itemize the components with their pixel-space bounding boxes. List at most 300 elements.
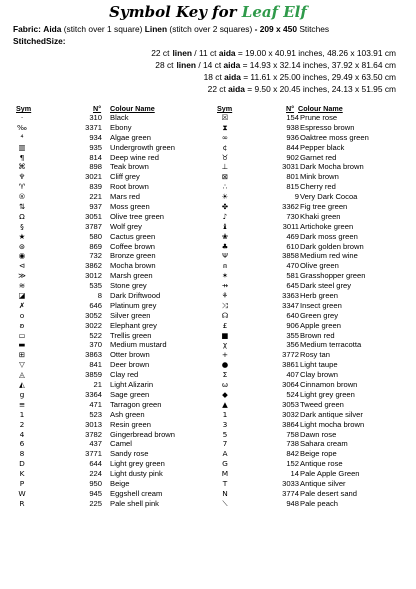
key-number: 902: [286, 152, 299, 162]
key-symbol: 5: [222, 429, 228, 439]
header-sym-right: Sym: [217, 104, 233, 113]
key-colour-name: Light taupe: [300, 360, 338, 370]
key-row: [0, 331, 210, 341]
key-symbol: 1: [19, 409, 25, 419]
key-number: 938: [286, 122, 299, 132]
key-number: 3031: [282, 162, 299, 172]
key-colour-name: Bronze green: [110, 251, 156, 261]
key-colour-name: Pepper black: [300, 142, 345, 152]
key-symbol: ♝: [221, 221, 229, 231]
key-number: 3053: [282, 399, 299, 409]
key-colour-name: Dark steel grey: [300, 281, 352, 291]
key-symbol: ◭: [19, 380, 25, 390]
key-symbol: 6: [19, 439, 25, 449]
fabric-sep: -: [252, 24, 260, 34]
key-number: 3371: [85, 122, 102, 132]
key-number: 645: [286, 281, 299, 291]
key-symbol: ☀: [221, 192, 229, 202]
key-number: 3033: [282, 478, 299, 488]
key-row: [210, 242, 416, 252]
key-symbol: +: [221, 350, 229, 360]
size-mid: 22 ct: [207, 84, 229, 94]
key-number: 437: [89, 439, 102, 449]
key-row: [0, 261, 210, 271]
key-symbol: ✗: [18, 300, 26, 310]
key-number: 3364: [85, 389, 102, 399]
key-colour-name: Coffee brown: [110, 241, 156, 251]
key-symbol: ♈: [18, 182, 26, 192]
key-symbol: g: [19, 389, 25, 399]
key-colour-name: Dark Driftwood: [110, 291, 161, 301]
key-symbol: ʚ: [19, 320, 25, 330]
key-row: [0, 202, 210, 212]
key-number: 3013: [85, 419, 102, 429]
key-symbol: ⤨: [222, 300, 228, 310]
key-colour-name: Sahara cream: [300, 439, 348, 449]
key-row: [210, 182, 416, 192]
key-row: [0, 469, 210, 479]
key-symbol: 8: [19, 449, 25, 459]
key-symbol: ∞: [221, 132, 229, 142]
key-colour-name: Grasshopper green: [300, 271, 366, 281]
size-mid: 18 ct: [203, 72, 225, 82]
key-symbol: ♣: [221, 241, 229, 251]
key-row: [210, 360, 416, 370]
key-number: 3362: [282, 202, 299, 212]
key-row: [0, 172, 210, 182]
key-number: 535: [89, 281, 102, 291]
size-fabric2: aida: [223, 60, 241, 70]
key-row: [210, 390, 416, 400]
key-colour-name: Clay red: [110, 370, 139, 380]
key-colour-name: Cherry red: [300, 182, 336, 192]
key-symbol: ♆: [18, 172, 26, 182]
key-row: [0, 192, 210, 202]
key-symbol: ●: [221, 360, 229, 370]
key-row: [210, 400, 416, 410]
size-dims: = 11.61 x 25.00 inches, 29.49 x 63.50 cm: [240, 72, 396, 82]
key-number: 730: [286, 211, 299, 221]
key-symbol: 2: [19, 419, 25, 429]
key-symbol: ✤: [221, 202, 229, 212]
size-count: 22 ct: [151, 48, 170, 58]
key-number: 524: [286, 389, 299, 399]
size-dims: = 9.50 x 20.45 inches, 24.13 x 51.95 cm: [244, 84, 396, 94]
size-dims: = 14.93 x 32.14 inches, 37.92 x 81.64 cm: [240, 60, 396, 70]
key-row: [210, 469, 416, 479]
key-row: [0, 430, 210, 440]
key-row: [0, 499, 210, 509]
header-num-right: N°: [286, 104, 295, 113]
key-symbol: ¢: [222, 142, 228, 152]
fabric-linen: Linen: [144, 24, 168, 34]
key-symbol: ▬: [18, 340, 26, 350]
key-colour-name: Light Alizarin: [110, 380, 154, 390]
key-symbol: 4: [19, 429, 25, 439]
key-symbol: 1: [222, 409, 228, 419]
key-number: 937: [89, 202, 102, 212]
key-symbol: ¶: [19, 152, 25, 162]
key-row: [210, 133, 416, 143]
size-line: [155, 60, 396, 70]
key-symbol: ▲: [222, 399, 228, 409]
key-row: [210, 479, 416, 489]
key-row: [0, 479, 210, 489]
size-line: [205, 84, 396, 94]
key-colour-name: Brown red: [300, 330, 335, 340]
key-colour-name: Pale peach: [300, 498, 338, 508]
key-row: [210, 202, 416, 212]
key-number: 522: [89, 330, 102, 340]
key-colour-name: Undergrowth green: [110, 142, 176, 152]
key-number: 3861: [282, 360, 299, 370]
key-symbol: ·: [20, 113, 24, 122]
key-colour-name: Camel: [110, 439, 132, 449]
key-number: 936: [286, 132, 299, 142]
key-symbol: ⌘: [18, 162, 26, 172]
key-symbol: ⇸: [221, 281, 229, 291]
key-row: [0, 232, 210, 242]
key-number: 3864: [282, 419, 299, 429]
key-row: [210, 321, 416, 331]
key-number: 152: [286, 459, 299, 469]
key-number: 523: [89, 409, 102, 419]
key-row: [0, 489, 210, 499]
key-row: [0, 153, 210, 163]
key-row: [210, 162, 416, 172]
key-colour-name: Silver green: [110, 310, 151, 320]
key-number: 224: [89, 469, 102, 479]
key-row: [0, 301, 210, 311]
key-row: [0, 311, 210, 321]
key-symbol: ❀: [221, 231, 229, 241]
key-row: [0, 133, 210, 143]
key-row: [0, 459, 210, 469]
fabric-linen-note: (stitch over 2 squares): [169, 24, 253, 34]
key-number: 3862: [85, 261, 102, 271]
size-mid: / 14 ct: [196, 60, 224, 70]
key-symbol: ▥: [18, 142, 26, 152]
key-symbol: ≫: [18, 271, 26, 281]
key-colour-name: Algae green: [110, 132, 151, 142]
key-number: 640: [286, 310, 299, 320]
key-colour-name: Deer brown: [110, 360, 150, 370]
key-colour-name: Mocha brown: [110, 261, 156, 271]
key-symbol: Σ: [222, 370, 228, 380]
key-colour-name: Cliff grey: [110, 172, 140, 182]
key-row: [210, 311, 416, 321]
key-colour-name: Light dusty pink: [110, 469, 163, 479]
page-title: [0, 3, 416, 21]
key-colour-name: Eggshell cream: [110, 488, 163, 498]
key-row: [210, 281, 416, 291]
key-symbol: ®: [18, 192, 26, 202]
key-symbol: ⟍: [222, 498, 228, 508]
key-row: [0, 291, 210, 301]
key-symbol: M: [221, 469, 229, 479]
key-number: 3022: [85, 320, 102, 330]
key-row: [210, 439, 416, 449]
size-line: [151, 48, 396, 58]
key-row: [210, 499, 416, 509]
size-fabric: linen: [176, 60, 197, 70]
key-colour-name: Medium red wine: [300, 251, 358, 261]
key-symbol: ♪: [222, 211, 228, 221]
key-colour-name: Root brown: [110, 182, 149, 192]
key-number: 9: [294, 192, 299, 202]
stitches-word: Stitches: [299, 24, 330, 34]
key-number: 844: [286, 142, 299, 152]
key-colour-name: Beige rope: [300, 449, 337, 459]
key-number: 3032: [282, 409, 299, 419]
key-colour-name: Gingerbread brown: [110, 429, 176, 439]
key-symbol: ⊞: [18, 350, 26, 360]
key-colour-name: Garnet red: [300, 152, 337, 162]
key-symbol: ♉: [221, 152, 229, 162]
key-number: 3052: [85, 310, 102, 320]
key-row: [210, 261, 416, 271]
key-number: 469: [286, 231, 299, 241]
key-row: [210, 212, 416, 222]
key-number: 839: [89, 182, 102, 192]
key-symbol: ⊛: [18, 241, 26, 251]
key-number: 3859: [85, 370, 102, 380]
key-colour-name: Tweed green: [300, 399, 344, 409]
fabric-aida: Aida: [43, 24, 62, 34]
key-row: [0, 251, 210, 261]
key-colour-name: Marsh green: [110, 271, 153, 281]
key-colour-name: Antique rose: [300, 459, 343, 469]
key-symbol: ≡: [18, 399, 26, 409]
key-number: 225: [89, 498, 102, 508]
key-row: [210, 410, 416, 420]
key-row: [210, 380, 416, 390]
size-count: 28 ct: [155, 60, 174, 70]
key-row: [0, 212, 210, 222]
key-number: 898: [89, 162, 102, 172]
key-colour-name: Mink brown: [300, 172, 339, 182]
key-colour-name: Sandy rose: [110, 449, 149, 459]
key-colour-name: Cinnamon brown: [300, 380, 358, 390]
key-number: 644: [89, 459, 102, 469]
key-row: [210, 172, 416, 182]
key-colour-name: Khaki green: [300, 211, 341, 221]
key-row: [0, 143, 210, 153]
size-fabric2: aida: [228, 84, 245, 94]
key-symbol: D: [19, 459, 25, 469]
key-colour-name: Light grey green: [300, 389, 355, 399]
key-symbol: ◪: [18, 291, 26, 301]
title-prefix: Symbol Key for: [109, 3, 242, 21]
size-fabric2: aida: [218, 48, 236, 58]
key-colour-name: Beige: [110, 478, 130, 488]
key-row: [210, 340, 416, 350]
key-number: 814: [89, 152, 102, 162]
key-symbol: §: [20, 221, 24, 231]
key-row: [0, 439, 210, 449]
key-symbol: W: [18, 488, 26, 498]
key-row: [210, 489, 416, 499]
key-row: [210, 370, 416, 380]
key-symbol: ⊥: [221, 162, 229, 172]
key-row: [210, 251, 416, 261]
key-row: [210, 113, 416, 123]
key-number: 3021: [85, 172, 102, 182]
size-line: [201, 72, 396, 82]
key-colour-name: Wolf grey: [110, 221, 142, 231]
key-symbol: ∴: [222, 182, 228, 192]
key-number: 3782: [85, 429, 102, 439]
key-number: 948: [286, 498, 299, 508]
key-number: 3051: [85, 211, 102, 221]
key-row: [0, 321, 210, 331]
key-number: 906: [286, 320, 299, 330]
key-symbol: ◆: [222, 389, 228, 399]
key-number: 934: [89, 132, 102, 142]
key-colour-name: Pale desert sand: [300, 488, 357, 498]
key-colour-name: Ebony: [110, 122, 132, 132]
key-number: 3363: [282, 291, 299, 301]
key-number: 646: [89, 300, 102, 310]
key-colour-name: Deep wine red: [110, 152, 159, 162]
key-row: [210, 291, 416, 301]
key-colour-name: Medium terracotta: [300, 340, 362, 350]
key-symbol: 7: [222, 439, 228, 449]
key-row: [210, 350, 416, 360]
key-colour-name: Olive tree green: [110, 211, 165, 221]
key-row: [210, 192, 416, 202]
key-number: 738: [286, 439, 299, 449]
key-row: [0, 449, 210, 459]
key-number: 355: [286, 330, 299, 340]
key-row: [210, 430, 416, 440]
key-colour-name: Dawn rose: [300, 429, 337, 439]
key-colour-name: Ash green: [110, 409, 145, 419]
key-symbol: ◉: [18, 251, 26, 261]
key-number: 580: [89, 231, 102, 241]
key-number: 581: [286, 271, 299, 281]
key-symbol: T: [222, 478, 228, 488]
key-number: 407: [286, 370, 299, 380]
key-colour-name: Sage green: [110, 389, 150, 399]
key-symbol: ◬: [19, 370, 25, 380]
key-symbol: ‰: [17, 122, 27, 132]
key-symbol: £: [222, 320, 228, 330]
key-symbol: ■: [221, 330, 229, 340]
key-row: [0, 360, 210, 370]
key-colour-name: Olive green: [300, 261, 339, 271]
key-row: [0, 113, 210, 123]
key-colour-name: Clay brown: [300, 370, 338, 380]
key-symbol: Ω: [19, 211, 25, 221]
header-sym-left: Sym: [16, 104, 32, 113]
key-symbol: χ: [222, 340, 228, 350]
key-row: [0, 390, 210, 400]
key-colour-name: Green grey: [300, 310, 338, 320]
key-row: [0, 380, 210, 390]
key-symbol: ✶: [221, 271, 229, 281]
size-fabric2: aida: [224, 72, 241, 82]
key-symbol: ⚘: [221, 291, 229, 301]
key-row: [210, 153, 416, 163]
key-number: 732: [89, 251, 102, 261]
fabric-aida-note: (stitch over 1 square): [63, 24, 143, 34]
key-colour-name: Dark antique silver: [300, 409, 363, 419]
key-number: 370: [89, 340, 102, 350]
key-symbol: ☒: [221, 113, 229, 122]
key-row: [210, 143, 416, 153]
key-symbol: ▭: [18, 330, 26, 340]
key-row: [210, 420, 416, 430]
key-symbol: ⊲: [18, 261, 26, 271]
stitched-size-label: StitchedSize:: [13, 36, 66, 46]
fabric-line: [13, 24, 329, 34]
key-row: [0, 410, 210, 420]
key-symbol: ⧗: [222, 122, 228, 132]
key-row: [210, 301, 416, 311]
key-symbol: ≋: [18, 281, 26, 291]
key-colour-name: Very Dark Cocoa: [300, 192, 358, 202]
key-symbol: Ψ: [222, 251, 228, 261]
key-symbol: P: [19, 478, 25, 488]
key-row: [210, 331, 416, 341]
key-symbol: G: [222, 459, 228, 469]
key-colour-name: Cactus green: [110, 231, 156, 241]
key-number: 610: [286, 241, 299, 251]
key-number: 3858: [282, 251, 299, 261]
key-colour-name: Moss green: [110, 202, 150, 212]
key-colour-name: Tarragon green: [110, 399, 162, 409]
key-colour-name: Espresso brown: [300, 122, 355, 132]
key-number: 945: [89, 488, 102, 498]
key-symbol: ⁴: [20, 132, 24, 142]
key-number: 3064: [282, 380, 299, 390]
key-number: 310: [89, 113, 102, 122]
key-number: 470: [286, 261, 299, 271]
key-symbol: ★: [18, 231, 26, 241]
key-row: [210, 449, 416, 459]
key-number: 841: [89, 360, 102, 370]
key-number: 3012: [85, 271, 102, 281]
key-symbol: K: [19, 469, 25, 479]
title-pattern-name: Leaf Elf: [241, 3, 307, 21]
key-row: [210, 459, 416, 469]
key-colour-name: Light grey green: [110, 459, 165, 469]
key-colour-name: Teak brown: [110, 162, 149, 172]
key-number: 801: [286, 172, 299, 182]
right-key-column: [210, 113, 416, 509]
key-row: [0, 420, 210, 430]
key-colour-name: Mars red: [110, 192, 140, 202]
key-colour-name: Black: [110, 113, 129, 122]
key-colour-name: Dark moss green: [300, 231, 358, 241]
header-name-right: Colour Name: [298, 104, 343, 113]
key-symbol: 3: [222, 419, 228, 429]
key-colour-name: Apple green: [300, 320, 341, 330]
key-row: [0, 281, 210, 291]
key-symbol: R: [19, 498, 25, 508]
key-colour-name: Light mocha brown: [300, 419, 365, 429]
key-number: 3771: [85, 449, 102, 459]
key-row: [0, 350, 210, 360]
header-name-left: Colour Name: [110, 104, 155, 113]
key-number: 3787: [85, 221, 102, 231]
key-number: 869: [89, 241, 102, 251]
size-fabric: linen: [172, 48, 192, 58]
key-number: 3774: [282, 488, 299, 498]
key-symbol: ω: [221, 380, 229, 390]
key-colour-name: Prune rose: [300, 113, 338, 122]
